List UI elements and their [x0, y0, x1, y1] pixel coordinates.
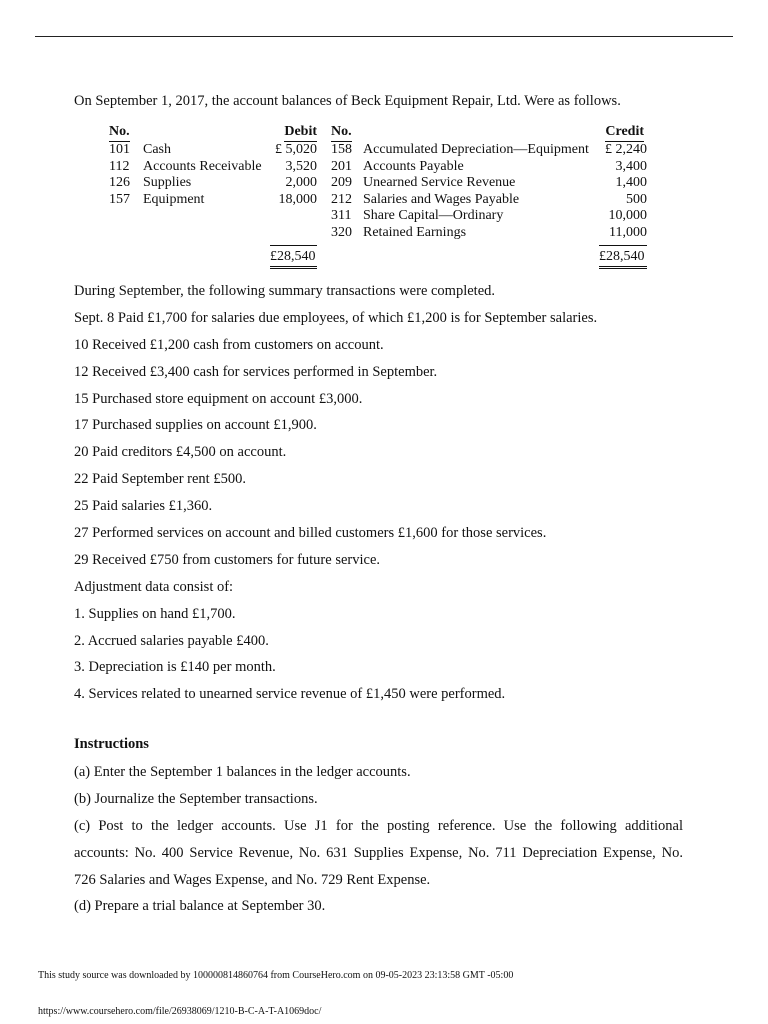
- account-name: Retained Earnings: [363, 224, 467, 240]
- account-no: 158: [331, 142, 352, 157]
- account-no: 201: [331, 158, 352, 174]
- credit-total-rule: [599, 245, 647, 246]
- list-item: 3. Depreciation is £140 per month.: [74, 659, 276, 676]
- list-item: 20 Paid creditors £4,500 on account.: [74, 444, 287, 461]
- header-no-right: No.: [331, 124, 352, 142]
- credit-amount: 500: [626, 191, 647, 207]
- list-item: 17 Purchased supplies on account £1,900.: [74, 417, 317, 434]
- table-row: [109, 142, 319, 159]
- list-item: Adjustment data consist of:: [74, 578, 234, 595]
- header-no-left: No.: [109, 124, 130, 142]
- instruction-a: (a) Enter the September 1 balances in the ledger accounts.: [74, 764, 411, 780]
- top-divider: [35, 36, 733, 37]
- debit-amount: 3,520: [285, 158, 317, 174]
- account-name: Accounts Receivable: [143, 158, 262, 174]
- list-item: 29 Received £750 from customers for future service.: [74, 551, 381, 568]
- table-row: [109, 192, 319, 209]
- header-debit: Debit: [284, 124, 317, 142]
- list-item: 22 Paid September rent £500.: [74, 471, 246, 488]
- source-url: https://www.coursehero.com/file/26938069/1210-B-C-A-T-A1069doc/: [38, 1006, 322, 1017]
- account-name: Equipment: [143, 191, 205, 207]
- credit-amount: 10,000: [608, 208, 647, 223]
- account-no: 101: [109, 142, 130, 157]
- account-name: Salaries and Wages Payable: [363, 191, 520, 207]
- debit-table-header: [109, 124, 319, 142]
- table-row: [109, 159, 319, 176]
- credit-table-header: [331, 124, 647, 142]
- list-item: 15 Purchased store equipment on account £3,000.: [74, 390, 363, 407]
- instruction-d: (d) Prepare a trial balance at September 30.: [74, 898, 326, 915]
- table-row: [331, 175, 647, 192]
- debit-total-double-rule: [270, 266, 317, 269]
- header-credit: Credit: [605, 124, 644, 142]
- debit-amount: 18,000: [278, 191, 317, 207]
- table-row: [331, 159, 647, 176]
- credit-amount: 1,400: [615, 175, 647, 190]
- credit-total: £28,540: [599, 249, 645, 264]
- debit-total: £28,540: [270, 249, 316, 264]
- account-name: Unearned Service Revenue: [363, 175, 516, 190]
- instruction-b: (b) Journalize the September transactions.: [74, 790, 318, 807]
- list-item: 12 Received £3,400 cash for services performed in September.: [74, 363, 438, 380]
- credit-table: [331, 124, 647, 241]
- credit-amount: 3,400: [615, 158, 647, 174]
- list-item: 10 Received £1,200 cash from customers on account.: [74, 336, 384, 353]
- instruction-c-line2: accounts: No. 400 Service Revenue, No. 631 Supplies Expense, No. 711 Depreciation Expense, No.: [74, 844, 683, 861]
- instruction-c-line1: (c) Post to the ledger accounts. Use J1 for the posting reference. Use the following additional: [74, 817, 683, 834]
- credit-amount: £ 2,240: [605, 142, 647, 157]
- debit-table: [109, 124, 319, 208]
- account-no: 126: [109, 175, 130, 190]
- account-no: 209: [331, 175, 352, 190]
- transactions-list: [74, 282, 684, 712]
- table-row: [331, 208, 647, 225]
- account-name: Accounts Payable: [363, 158, 464, 174]
- account-name: Share Capital—Ordinary: [363, 208, 504, 223]
- credit-total-double-rule: [599, 266, 647, 269]
- account-name: Cash: [143, 142, 171, 157]
- account-name: Supplies: [143, 175, 192, 190]
- list-item: 1. Supplies on hand £1,700.: [74, 605, 236, 622]
- account-no: 320: [331, 224, 352, 240]
- list-item: 27 Performed services on account and billed customers £1,600 for those services.: [74, 525, 547, 542]
- debit-amount: 2,000: [285, 175, 317, 190]
- account-no: 212: [331, 191, 352, 207]
- account-no: 311: [331, 208, 352, 223]
- debit-amount: £ 5,020: [275, 142, 317, 157]
- intro-text: On September 1, 2017, the account balances of Beck Equipment Repair, Ltd. Were as follows.: [74, 93, 621, 109]
- table-row: [331, 192, 647, 209]
- table-row: [331, 142, 647, 159]
- credit-amount: 11,000: [609, 224, 647, 240]
- table-row: [331, 225, 647, 242]
- list-item: 25 Paid salaries £1,360.: [74, 498, 213, 515]
- table-row: [109, 175, 319, 192]
- account-no: 157: [109, 191, 130, 207]
- list-item: 2. Accrued salaries payable £400.: [74, 632, 269, 649]
- instructions-list: [74, 763, 683, 924]
- source-footer: This study source was downloaded by 100000814860764 from CourseHero.com on 09-05-2023 23:13:58 GMT -05:00: [38, 970, 514, 981]
- debit-total-rule: [270, 245, 317, 246]
- list-item: 4. Services related to unearned service revenue of £1,450 were performed.: [74, 686, 506, 703]
- instructions-heading: Instructions: [74, 736, 149, 752]
- instruction-c-line3: 726 Salaries and Wages Expense, and No. 729 Rent Expense.: [74, 871, 431, 888]
- list-item: Sept. 8 Paid £1,700 for salaries due employees, of which £1,200 is for September salaries.: [74, 309, 598, 326]
- list-item: During September, the following summary transactions were completed.: [74, 283, 496, 299]
- account-name: Accumulated Depreciation—Equipment: [363, 142, 589, 157]
- account-no: 112: [109, 158, 130, 174]
